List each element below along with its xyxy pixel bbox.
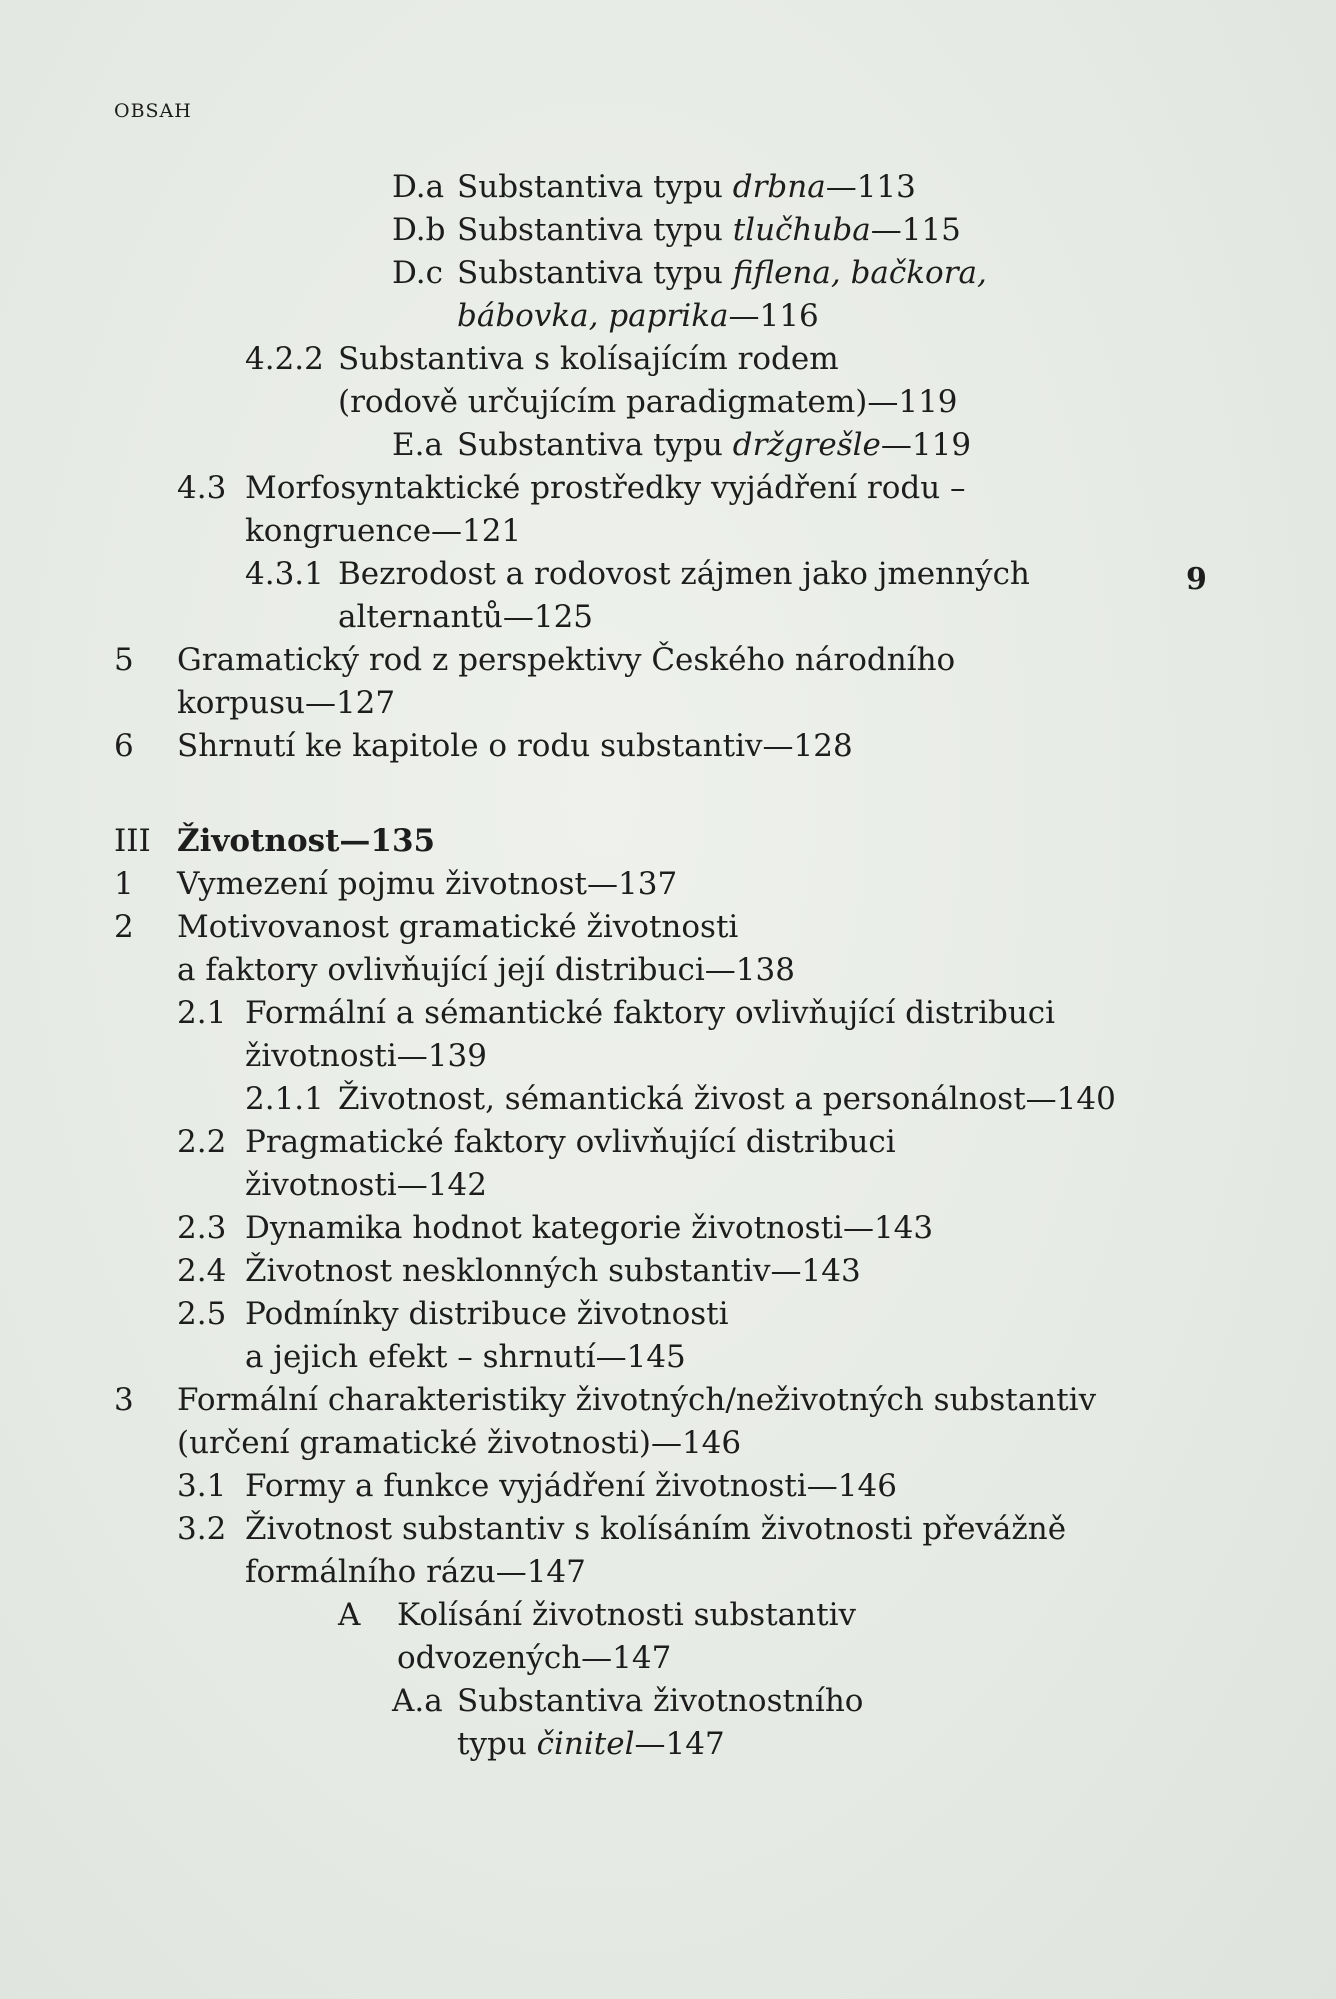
toc-entry-number: D.a — [392, 169, 445, 205]
toc-entry-number: III — [114, 823, 151, 859]
toc-entry-line: Gramatický rod z perspektivy Českého národního — [177, 642, 956, 678]
toc-entry-title — [245, 1293, 729, 1379]
toc-entry-line: (rodově určujícím paradigmatem)—119 — [338, 384, 958, 420]
toc-entry-line: Substantiva životnostního — [457, 1683, 864, 1719]
toc-entry-number: 2.1.1 — [245, 1081, 324, 1117]
toc-entry-line: Formy a funkce vyjádření životnosti—146 — [245, 1468, 897, 1504]
toc-entry-number: 2.3 — [177, 1210, 227, 1246]
toc-entry-title — [397, 1594, 856, 1680]
toc-entry-number: 2 — [114, 909, 134, 945]
toc-entry-number: D.c — [392, 255, 443, 291]
toc-entry-line: Pragmatické faktory ovlivňující distribuci — [245, 1124, 896, 1160]
toc-entry-line: Motivovanost gramatické životnosti — [177, 909, 739, 945]
toc-entry-line: životnosti—142 — [245, 1167, 487, 1203]
toc-entry-title — [177, 820, 435, 863]
toc-entry-title — [177, 906, 795, 992]
toc-entry-line: Životnost, sémantická živost a personálnost—140 — [338, 1081, 1116, 1117]
toc-entry-title — [245, 992, 1055, 1078]
toc-entry-line: bábovka, paprika—116 — [457, 298, 819, 334]
toc-entry-line: Kolísání životnosti substantiv — [397, 1597, 857, 1633]
toc-entry-number: 4.3.1 — [245, 556, 324, 592]
toc-entry-number: A.a — [392, 1683, 443, 1719]
toc-entry-line: odvozených—147 — [397, 1640, 672, 1676]
toc-entry-line: Substantiva typu drbna—113 — [457, 169, 916, 205]
running-head: OBSAH — [114, 100, 192, 122]
toc-entry-number: 2.2 — [177, 1124, 227, 1160]
toc-entry-line: Formální a sémantické faktory ovlivňující distribuci — [245, 995, 1056, 1031]
toc-entry-title — [245, 467, 966, 553]
toc-entry-line: Substantiva typu fiflena, bačkora, — [457, 255, 987, 291]
toc-entry-title — [177, 639, 955, 725]
toc-entry-line: Bezrodost a rodovost zájmen jako jmenných — [338, 556, 1030, 592]
toc-entry-number: E.a — [392, 427, 443, 463]
toc-entry-number: 2.4 — [177, 1253, 227, 1289]
toc-entry-title — [338, 1078, 1116, 1121]
toc-entry-title — [457, 252, 987, 338]
toc-entry-number: 2.5 — [177, 1296, 227, 1332]
toc-entry-title — [457, 1680, 863, 1766]
page-number: 9 — [1186, 562, 1207, 597]
toc-entry-line: životnosti—139 — [245, 1038, 487, 1074]
toc-entry-title — [338, 338, 958, 424]
toc-entry-line: Morfosyntaktické prostředky vyjádření rodu – — [245, 470, 966, 506]
toc-entry-number: 3.1 — [177, 1468, 227, 1504]
toc-entry-title — [457, 424, 971, 467]
toc-entry-line: Substantiva typu držgrešle—119 — [457, 427, 972, 463]
toc-entry-line: a jejich efekt – shrnutí—145 — [245, 1339, 686, 1375]
toc-entry-title — [245, 1508, 1066, 1594]
toc-entry-line: kongruence—121 — [245, 513, 522, 549]
toc-entry-title — [177, 863, 677, 906]
toc-entry-line: Shrnutí ke kapitole o rodu substantiv—128 — [177, 728, 853, 764]
toc-entry-title — [457, 209, 961, 252]
toc-entry-line: Substantiva s kolísajícím rodem — [338, 341, 839, 377]
toc-entry-number: 6 — [114, 728, 134, 764]
toc-entry-number: D.b — [392, 212, 446, 248]
toc-entry-line: Substantiva typu tlučhuba—115 — [457, 212, 961, 248]
toc-entry-title — [177, 725, 853, 768]
toc-entry-line: Životnost nesklonných substantiv—143 — [245, 1253, 861, 1289]
toc-entry-number: 3 — [114, 1382, 134, 1418]
toc-entry-title — [245, 1207, 933, 1250]
toc-entry-line: Životnost substantiv s kolísáním životnosti převážně — [245, 1511, 1067, 1547]
toc-entry-number: 4.2.2 — [245, 341, 324, 377]
toc-entry-line: korpusu—127 — [177, 685, 396, 721]
toc-entry-line: a faktory ovlivňující její distribuci—138 — [177, 952, 795, 988]
toc-entry-line: formálního rázu—147 — [245, 1554, 586, 1590]
toc-entry-title — [457, 166, 916, 209]
toc-entry-title — [338, 553, 1030, 639]
toc-entry-line: (určení gramatické životnosti)—146 — [177, 1425, 742, 1461]
toc-entry-line: alternantů—125 — [338, 599, 594, 635]
toc-entry-number: 3.2 — [177, 1511, 227, 1547]
toc-entry-number: 2.1 — [177, 995, 227, 1031]
toc-entry-line: Formální charakteristiky životných/neživotných substantiv — [177, 1382, 1097, 1418]
toc-entry-number: A — [338, 1597, 361, 1633]
toc-entry-title — [245, 1465, 897, 1508]
toc-entry-title — [245, 1250, 861, 1293]
toc-entry-line: Podmínky distribuce životnosti — [245, 1296, 729, 1332]
toc-entry-number: 1 — [114, 866, 134, 902]
toc-entry-line: Životnost—135 — [177, 823, 436, 859]
toc-entry-number: 4.3 — [177, 470, 227, 506]
toc-entry-title — [245, 1121, 896, 1207]
toc-entry-line: Vymezení pojmu životnost—137 — [177, 866, 678, 902]
toc-entry-number: 5 — [114, 642, 134, 678]
toc-entry-line: Dynamika hodnot kategorie životnosti—143 — [245, 1210, 934, 1246]
toc-entry-line: typu činitel—147 — [457, 1726, 725, 1762]
toc-entry-title — [177, 1379, 1096, 1465]
